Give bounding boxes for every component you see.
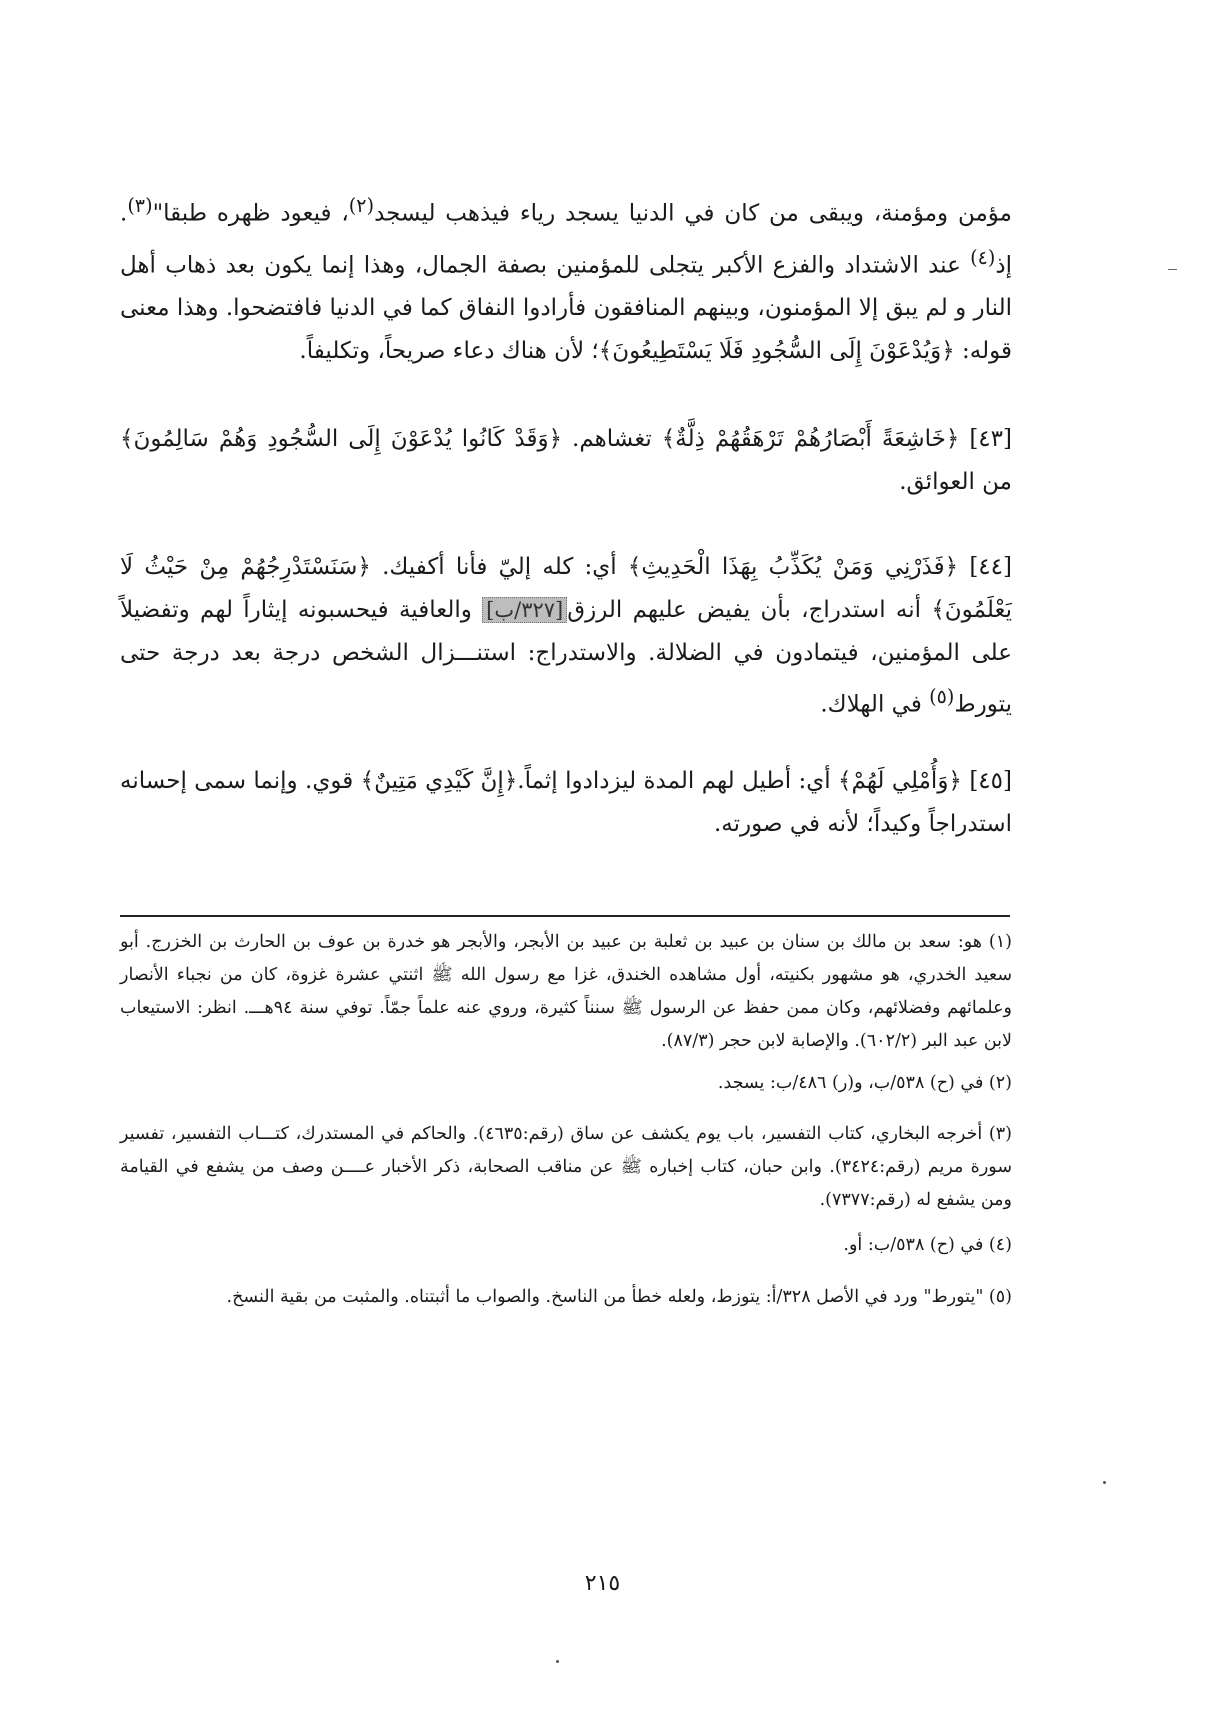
verse-44-text-a: ﴿فَذَرْنِي وَمَنْ يُكَذِّبُ بِهَذَا الْحَدِيثِ﴾ أي: كله إليّ فأنا أكفيك. ﴿سَنَسْتَدْرِجُهُمْ مِنْ حَيْثُ لَا يَعْلَمُونَ﴾ أنه استدراج، بأن يفيض عليهم الرزق [120,554,1012,623]
footnote-separator [120,915,1010,917]
scan-artifact-mark [1168,269,1177,270]
scan-artifact-dot [556,1660,559,1663]
footnote-ref-5[interactable]: (٥) [929,685,955,708]
intro-paragraph [120,184,1012,373]
verse-43-text: ﴿خَاشِعَةً أَبْصَارُهُمْ تَرْهَقُهُمْ ذِلَّةٌ﴾ تغشاهم. ﴿وَقَدْ كَانُوا يُدْعَوْنَ إِلَى السُّجُودِ وَهُمْ سَالِمُونَ﴾ من العوائق. [120,426,1012,495]
page-number: ٢١٥ [584,1571,621,1596]
footnote-1: (١) هو: سعد بن مالك بن سنان بن عبيد بن ثعلبة بن عبيد بن الأبجر، والأبجر هو خدرة بن عوف بن الحارث بن الخزرج. أبو سعيد الخدري، هو مشهور بكنيته، أول مشاهده الخندق، غزا مع رسول الله ﷺ اثنتي عشرة غزوة، كان من نجباء الأنصار وعلمائهم وفضلائهم، وكان ممن حفظ عن الرسول ﷺ سنناً كثيرة، وروي عنه علماً جمّاً. توفي سنة ٩٤هـــ. انظر: الاستيعاب لابن عبد البر (٦٠٢/٢). والإصابة لابن حجر (٨٧/٣). [120,932,1012,1051]
verse-43-paragraph [120,418,1012,504]
verse-44-text-c: في الهلاك. [820,691,930,718]
verse-45-text: ﴿وَأُمْلِي لَهُمْ﴾ أي: أطيل لهم المدة ليزدادوا إثماً.﴿إِنَّ كَيْدِي مَتِينٌ﴾ قوي. وإنما سمى إحسانه استدراجاً وكيداً؛ لأنه في صورته. [120,768,1012,837]
footnote-3: (٣) أخرجه البخاري، كتاب التفسير، باب يوم يكشف عن ساق (رقم:٤٦٣٥). والحاكم في المستدرك، كتـــاب التفسير، تفسير سورة مريم (رقم:٣٤٢٤). وابن حبان، كتاب إخباره ﷺ عن مناقب الصحابة، ذكر الأخبار عــــن وصف من يشفع في القيامة ومن يشفع له (رقم:٧٣٧٧). [120,1124,1012,1210]
footnote-2: (٢) في (ح) ٥٣٨/ب، و(ر) ٤٨٦/ب: يسجد. [717,1073,1012,1093]
verse-44-paragraph [120,546,1012,727]
verse-number-43: [٤٣] [969,426,1012,452]
intro-text: مؤمن ومؤمنة، ويبقى من كان في الدنيا يسجد رياء فيذهب ليسجد$^{(٢)}$، فيعود ظهره طبقا"$^{(٣)}$. إذ$^{(٤)}$ عند الاشتداد والفزع الأكبر يتجلى للمؤمنين بصفة الجمال، وهذا إنما يكون بعد ذهاب أهل النار و لم يبق إلا المؤمنون، وبينهم المنافقون فأرادوا النفاق كما في الدنيا فافتضحوا. وهذا معنى قوله: ﴿وَيُدْعَوْنَ إِلَى السُّجُودِ فَلَا يَسْتَطِيعُونَ﴾؛ لأن هناك دعاء صريحاً، وتكليفاً. [120,194,1012,365]
footnote-ref-2[interactable]: (٢) [348,194,375,217]
footnote-ref-4[interactable]: (٤) [970,245,996,269]
verse-number-44: [٤٤] [969,554,1012,580]
verse-45-paragraph [120,760,1012,846]
footnote-4: (٤) في (ح) ٥٣٨/ب: أو. [843,1235,1012,1255]
footnote-5: (٥) "يتورط" ورد في الأصل ٣٢٨/أ: يتوزط، ولعله خطأ من الناسخ. والصواب ما أثبتناه. والمثبت من بقية النسخ. [226,1287,1012,1307]
scan-artifact-dot [1103,1481,1106,1484]
verse-44-text-b: والعافية فيحسبونه إيثاراً لهم وتفضيلاً على المؤمنين، فيتمادون في الضلالة. والاستدراج: استنـــزال الشخص درجة بعد درجة حتى يتورط [120,597,1012,718]
footnote-ref-3[interactable]: (٣) [127,194,153,217]
manuscript-folio-mark: [٣٢٧/ب] [482,597,567,623]
verse-number-45: [٤٥] [969,768,1012,794]
